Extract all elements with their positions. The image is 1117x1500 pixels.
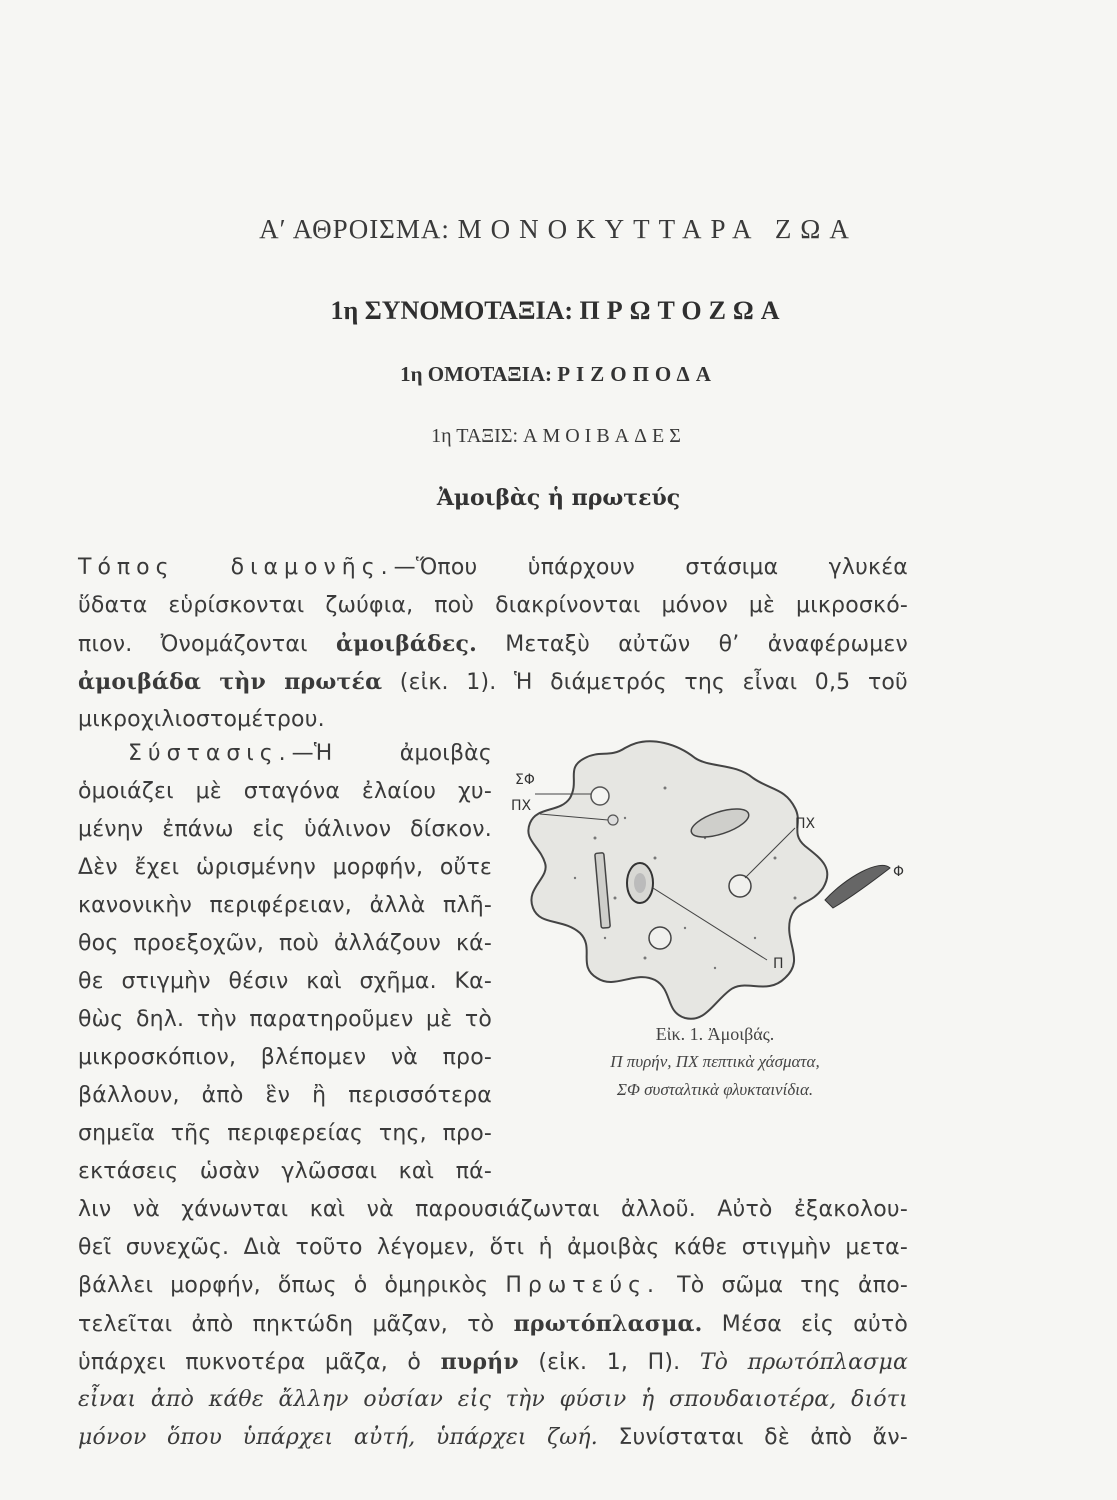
section-title-composition: Σύστασις. xyxy=(128,741,292,766)
para1-line-5: μικροχιλιοστομέτρου. xyxy=(78,707,325,732)
label-px-right: ΠΧ xyxy=(795,816,816,832)
aggregate-name: ΜΟΝΟΚΥΤΤΑΡΑ ΖΩΑ xyxy=(457,214,858,244)
para2-line-12: εκτάσεις ὡσὰν γλῶσσαι καὶ πά- xyxy=(78,1159,492,1184)
para2-line-10: βάλλουν, ἀπὸ ἓν ἢ περισσότερα xyxy=(78,1083,492,1108)
spaced-term: Πρωτεύς. xyxy=(505,1273,661,1298)
figure-caption-title: Εἰκ. 1. Ἀμοιβάς. xyxy=(655,1024,775,1044)
para2-line-15 xyxy=(78,1273,908,1298)
para2-line-4: Δὲν ἔχει ὡρισμένην μορφήν, οὔτε xyxy=(78,855,492,880)
contractile-vacuole xyxy=(591,787,609,805)
text-span: Μέσα εἰς αὐτὸ xyxy=(721,1312,908,1337)
bold-term: πυρήν xyxy=(440,1349,519,1375)
text-span: (εἰκ. 1). Ἡ διάμετρός της εἶναι 0,5 τοῦ xyxy=(399,670,908,695)
species-heading: Ἀμοιβὰς ἡ πρωτεύς xyxy=(436,485,681,511)
phylum-heading xyxy=(0,296,1117,326)
text-span: Τὸ σῶμα της ἀπο- xyxy=(677,1273,908,1298)
prey-organism xyxy=(825,865,890,908)
text-span: —Ὅπου ὑπάρχουν στάσιμα γλυκέα xyxy=(393,555,908,580)
para1-line-1 xyxy=(78,555,908,580)
para2-line-7: θε στιγμὴν θέσιν καὶ σχῆμα. Κα- xyxy=(78,969,492,994)
vacuole-bottom xyxy=(649,927,671,949)
bold-term: πρωτόπλασμα. xyxy=(513,1311,703,1337)
text-span: —Ἡ ἀμοιβὰς xyxy=(291,741,492,766)
figure-caption-line-2: Π πυρήν, ΠΧ πεπτικὰ χάσματα, xyxy=(610,1052,820,1071)
figure-caption-line-3: ΣΦ συσταλτικὰ φλυκταινίδια. xyxy=(616,1080,814,1099)
para2-line-3: μένην ἐπάνω εἰς ὑάλινον δίσκον. xyxy=(78,817,492,842)
text-span: βάλλει μορφήν, ὅπως ὁ ὁμηρικὸς xyxy=(78,1273,489,1298)
phylum-name: ΠΡΩΤΟΖΩΑ xyxy=(579,296,787,325)
para2-line-11: σημεῖα τῆς περιφερείας της, προ- xyxy=(78,1121,492,1146)
aggregate-prefix: Α′ ΑΘΡΟΙΣΜΑ: xyxy=(259,214,450,244)
para2-line-1 xyxy=(128,741,492,766)
para2-line-19 xyxy=(78,1425,908,1450)
para2-line-14: θεῖ συνεχῶς. Διὰ τοῦτο λέγομεν, ὅτι ἡ ἀμοιβὰς κάθε στιγμὴν μετα- xyxy=(78,1235,908,1260)
para2-line-16 xyxy=(78,1311,908,1337)
para2-line-9: μικροσκόπιον, βλέπομεν νὰ προ- xyxy=(78,1045,492,1070)
text-span: τελεῖται ἀπὸ πηκτώδη μᾶζαν, τὸ xyxy=(78,1312,495,1337)
italic-text: μόνον ὅπου ὑπάρχει αὐτή, ὑπάρχει ζωή. xyxy=(78,1425,598,1450)
class-prefix: 1η ΤΑΞΙΣ: xyxy=(431,425,519,447)
order-prefix: 1η ΟΜΟΤΑΞΙΑ: xyxy=(400,362,552,386)
text-span: ὑπάρχει πυκνοτέρα μᾶζα, ὁ xyxy=(78,1350,422,1375)
bold-term: ἀμοιβάδα τὴν πρωτέα xyxy=(78,669,383,695)
label-sf: ΣΦ xyxy=(515,772,535,788)
para2-line-2: ὁμοιάζει μὲ σταγόνα ἐλαίου χυ- xyxy=(78,779,492,804)
para1-line-4 xyxy=(78,669,908,695)
italic-text: Τὸ πρωτόπλασμα xyxy=(699,1350,908,1375)
text-span: (εἰκ. 1, Π). xyxy=(538,1350,681,1375)
text-span: πιον. Ὀνομάζονται xyxy=(78,632,308,657)
amoeba-outline xyxy=(528,741,827,1019)
nucleolus xyxy=(634,873,646,893)
para1-line-3 xyxy=(78,631,908,657)
label-p: Π xyxy=(773,956,784,972)
label-px-left: ΠΧ xyxy=(511,798,532,814)
para2-line-18: εἶναι ἀπὸ κάθε ἄλλην οὐσίαν εἰς τὴν φύσιν ἡ σπουδαιοτέρα, διότι xyxy=(78,1387,908,1412)
order-heading xyxy=(0,362,1117,387)
para2-line-17 xyxy=(78,1349,908,1375)
class-name: ΑΜΟΙΒΑΔΕΣ xyxy=(523,425,686,447)
para2-line-13: λιν νὰ χάνωνται καὶ νὰ παρουσιάζωνται ἀλλοῦ. Αὐτὸ ἐξακολου- xyxy=(78,1197,908,1222)
text-span: Συνίσταται δὲ ἀπὸ ἄν- xyxy=(618,1425,908,1450)
label-f: Φ xyxy=(893,864,905,880)
phylum-prefix: 1η ΣΥΝΟΜΟΤΑΞΙΑ: xyxy=(330,296,574,325)
section-title-habitat: Τόπος διαμονῆς. xyxy=(78,555,394,580)
vacuole-right xyxy=(729,875,751,897)
para2-line-8: θὼς δηλ. τὴν παρατηροῦμεν μὲ τὸ xyxy=(78,1007,492,1032)
para2-line-6: θος προεξοχῶν, ποὺ ἀλλάζουν κά- xyxy=(78,931,492,956)
order-name: ΡΙΖΟΠΟΔΑ xyxy=(557,362,717,386)
aggregate-heading xyxy=(0,214,1117,245)
amoeba-figure xyxy=(505,728,925,1028)
para2-line-5: κανονικὴν περιφέρειαν, ἀλλὰ πλῆ- xyxy=(78,893,492,918)
text-span: Μεταξὺ αὐτῶν θ’ ἀναφέρωμεν xyxy=(505,632,908,657)
class-heading xyxy=(0,425,1117,448)
food-vacuole-small xyxy=(608,815,618,825)
bold-term: ἀμοιβάδες. xyxy=(335,631,477,657)
para1-line-2: ὕδατα εὑρίσκονται ζωύφια, ποὺ διακρίνονται μόνον μὲ μικροσκό- xyxy=(78,593,908,618)
